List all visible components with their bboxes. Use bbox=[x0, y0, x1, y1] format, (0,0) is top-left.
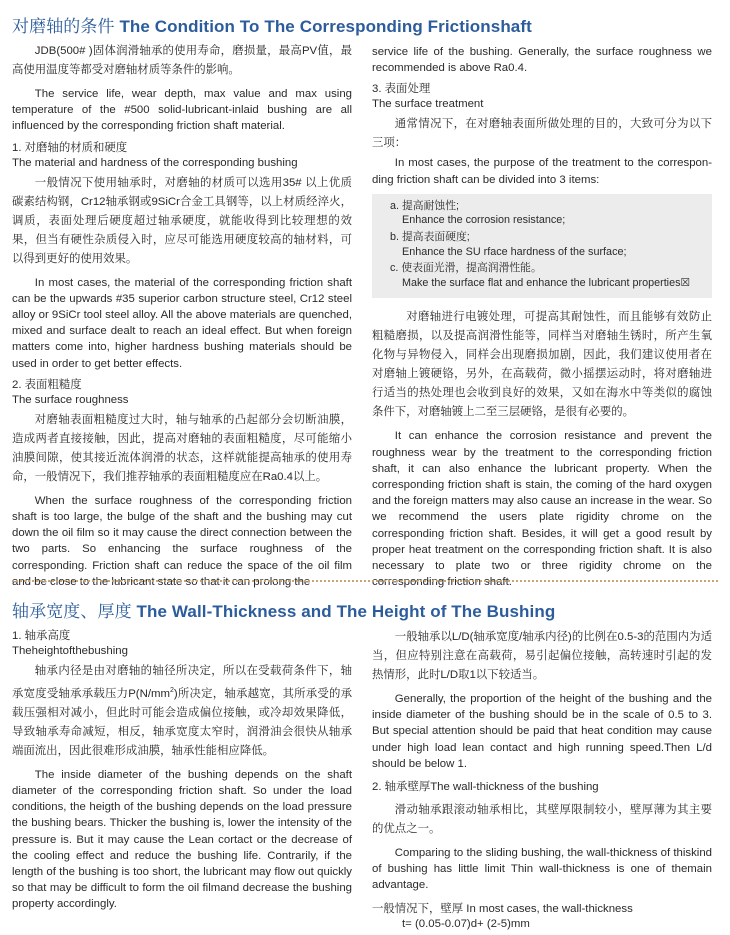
ratio-en: Generally, the proportion of the height of the bushing and the inside diameter of the bushing should be in the scale of 0.5 to 3. But special attention should be paid that heat condition may cause under high load lean contact and high running speed.Then L/d should be below 1. bbox=[372, 693, 712, 770]
formula-intro: 一般情况下，壁厚 In most cases, the wall-thickness bbox=[372, 902, 633, 915]
item-zh: c. 使表面光滑，提高润滑性能。 bbox=[390, 262, 542, 275]
intro-zh: JDB(500# )固体润滑轴承的使用寿命，磨损量，最高PV值，最高使用温度等都受对磨轴材质等条件的影响。 bbox=[12, 45, 352, 76]
roughness-zh: 对磨轴表面粗糙度过大时，轴与轴承的凸起部分会切断油膜，造成两者直接接触，因此，提高对磨轴的表面粗糙度，尽可能缩小油膜间隙，使其接近流体润滑的状态，这样就能提高轴承的使用寿命，一般情况下，我们推荐轴承的表面粗糙度应在Ra0.4以上。 bbox=[12, 413, 352, 483]
roughness-en-cont: service life of the bushing. Generally, the surface roughness we recommended is above Ra0.4. bbox=[372, 46, 712, 75]
title-zh: 轴承宽度、厚度 bbox=[12, 602, 132, 621]
heading-zh: 2. 表面粗糙度 bbox=[12, 378, 82, 391]
treatment-items-box bbox=[372, 194, 712, 299]
height-zh bbox=[12, 662, 352, 761]
heading-en: The surface roughness bbox=[12, 393, 129, 406]
heading-en: The surface treatment bbox=[372, 98, 484, 111]
heading-roughness bbox=[12, 378, 352, 408]
material-zh: 一般情况下使用轴承时，对磨轴的材质可以选用35# 以上优质碳素结构钢，Cr12轴承钢或9SiCr合金工具钢等，以上材质经淬火，调质，表面处理后硬度超过轴承硬度，就能收得到比较理想的效果，但当有硬性杂质侵入时，应尽可能选用硬度较高的轴材料，可以得到更好的使用效果。 bbox=[12, 176, 352, 265]
heading-zh: 1. 轴承高度 bbox=[12, 630, 71, 642]
superscript: 2 bbox=[169, 687, 174, 694]
height-en: The inside diameter of the bushing depends on the shaft diameter of the corresponding friction shaft. So under the load conditions, the heigth of the bushing depends on the load pressure the bushing bears. Thicker the bushing is, lower the intensity of the pressure is. But it may cause the Lean cortact or the decrease of the cooling effect and reduce the bushing life. Contrarily, if the length of the bushing is too short, the lubricant may flow out quickly so that may be difficult to form the oil filmand decrease the bushing property accordingly. bbox=[12, 768, 352, 911]
list-item bbox=[390, 261, 702, 290]
item-en: Make the surface flat and enhance the lubricant properties☒ bbox=[402, 276, 691, 289]
item-zh: b. 提高表面硬度; bbox=[390, 231, 470, 243]
section2-left-column bbox=[12, 629, 352, 919]
wall-formula-block bbox=[372, 902, 712, 932]
plating-zh: 对磨轴进行电镀处理，可提高其耐蚀性，而且能够有效防止粗糙磨损，以及提高润滑性能等，同样当对磨轴生锈时，所产生氧化物与异物侵入，同样会出现磨损加剧，因此，我们建议使用者在对磨轴上镀硬铬，另外，在高载荷，微小摇摆运动时，将对磨轴进行适当的热处理也会收到良好的效果，又如在海水中等类似的腐蚀条件下，对磨轴镀上二至三层硬铬，是很有必要的。 bbox=[372, 311, 712, 419]
heading-zh: 3. 表面处理 bbox=[372, 83, 431, 96]
heading-treatment bbox=[372, 82, 712, 112]
title-en: The Condition To The Corresponding Frictionshaft bbox=[119, 17, 532, 36]
wall-en: Comparing to the sliding bushing, the wall-thickness of thiskind of bushing has little limit Thin wall-thickness is one of themain advantage. bbox=[372, 847, 712, 892]
roughness-en: When the surface roughness of the corresponding friction shaft is too large, the bulge of the shaft and the bushing may cut down the oil film so it may cause the direct connection between the two parts. So enhancing the surface roughness of the corresponding. Friction shaft can reduce the space of the oil film and be close to the lubricant state so that it can prolong the bbox=[12, 494, 352, 588]
section-title-condition bbox=[12, 12, 532, 37]
material-en: In most cases, the material of the corresponding friction shaft can be the upwards #35 superior carbon structure steel, Cr12 steel alloy or 9SiCr tool steel alloy. All the above materials are quenched, mixed and surface dealt to reach an ideal effect. But when foreign matters come into, higher hardness bushing materials should be used in order to get better effects. bbox=[12, 276, 352, 370]
text: )所决定，轴承越宽，其所承受的承载压强相对减小，但此时可能会造成偏位接触，或冷却效果降低，导致轴承寿命减短，相反，轴承宽度太窄时，润滑油会很快从轴承端面流出，因此很难形成油膜，轴承性能相应降低。 bbox=[12, 687, 353, 757]
plating-en: It can enhance the corrosion resistance and prevent the roughness wear by the treatment to the corresponding friction shaft, it can also enhance the lubricant property. When the corresponding friction shaft is stain, the coming of the hard oxygen and the foreign matters may also cause an increase in the wear. So we recommend the users plate rigidity chrome on the corresponding friction shaft. Besides, it will get a good result by proper heat treatment on the corresponding friction shaft. It is also necessary to plate two or three rigidity chrome on the corresponding friction shaft. bbox=[372, 430, 713, 589]
item-zh: a. 提高耐蚀性; bbox=[390, 199, 459, 212]
list-item bbox=[390, 199, 702, 228]
section-title-wall-thickness bbox=[12, 597, 555, 622]
heading-en: Theheightofthebushing bbox=[12, 645, 128, 657]
title-en: The Wall-Thickness and The Height of The Bushing bbox=[136, 602, 556, 621]
heading-zh: 1. 对磨轴的材质和硬度 bbox=[12, 141, 128, 154]
heading-wall-thickness: 2. 轴承壁厚The wall-thickness of the bushing bbox=[372, 781, 599, 794]
section1-left-column bbox=[12, 42, 352, 596]
intro-en: The service life, wear depth, max value and max using temperature of the #500 solid-lubricant-inlaid bushing are all influenced by the corresponding friction shaft material. bbox=[12, 88, 352, 133]
section-divider bbox=[12, 580, 718, 582]
heading-material bbox=[12, 141, 352, 171]
item-en: Enhance the SU rface hardness of the surface; bbox=[402, 245, 627, 258]
heading-en: The material and hardness of the corresponding bushing bbox=[12, 156, 298, 169]
treatment-en: In most cases, the purpose of the treatment to the correspon-ding friction shaft can be divided into 3 items: bbox=[372, 157, 712, 186]
heading-height bbox=[12, 629, 352, 659]
treatment-zh: 通常情况下，在对磨轴表面所做处理的目的，大致可分为以下三项： bbox=[372, 118, 712, 150]
title-zh: 对磨轴的条件 bbox=[12, 17, 115, 36]
wall-zh: 滑动轴承跟滚动轴承相比，其壁厚限制较小，壁厚薄为其主要的优点之一。 bbox=[372, 804, 712, 836]
section1-right-column bbox=[372, 44, 712, 596]
text: 轴承内径是由对磨轴的轴径所决定，所以在受载荷条件下，轴承宽度受轴承承载压力P(N/mm bbox=[12, 665, 352, 700]
list-item bbox=[390, 230, 702, 259]
formula: t= (0.05-0.07)d+ (2-5)mm bbox=[402, 917, 530, 930]
ratio-zh: 一般轴承以L/D(轴承宽度/轴承内径)的比例在0.5-3的范围内为适当，但应特别注意在高载荷，易引起偏位接触，高转速时引起的发热情形，此时L/D取1以下较适当。 bbox=[372, 631, 712, 681]
item-en: Enhance the corrosion resistance; bbox=[402, 214, 566, 227]
section2-right-column bbox=[372, 628, 712, 935]
